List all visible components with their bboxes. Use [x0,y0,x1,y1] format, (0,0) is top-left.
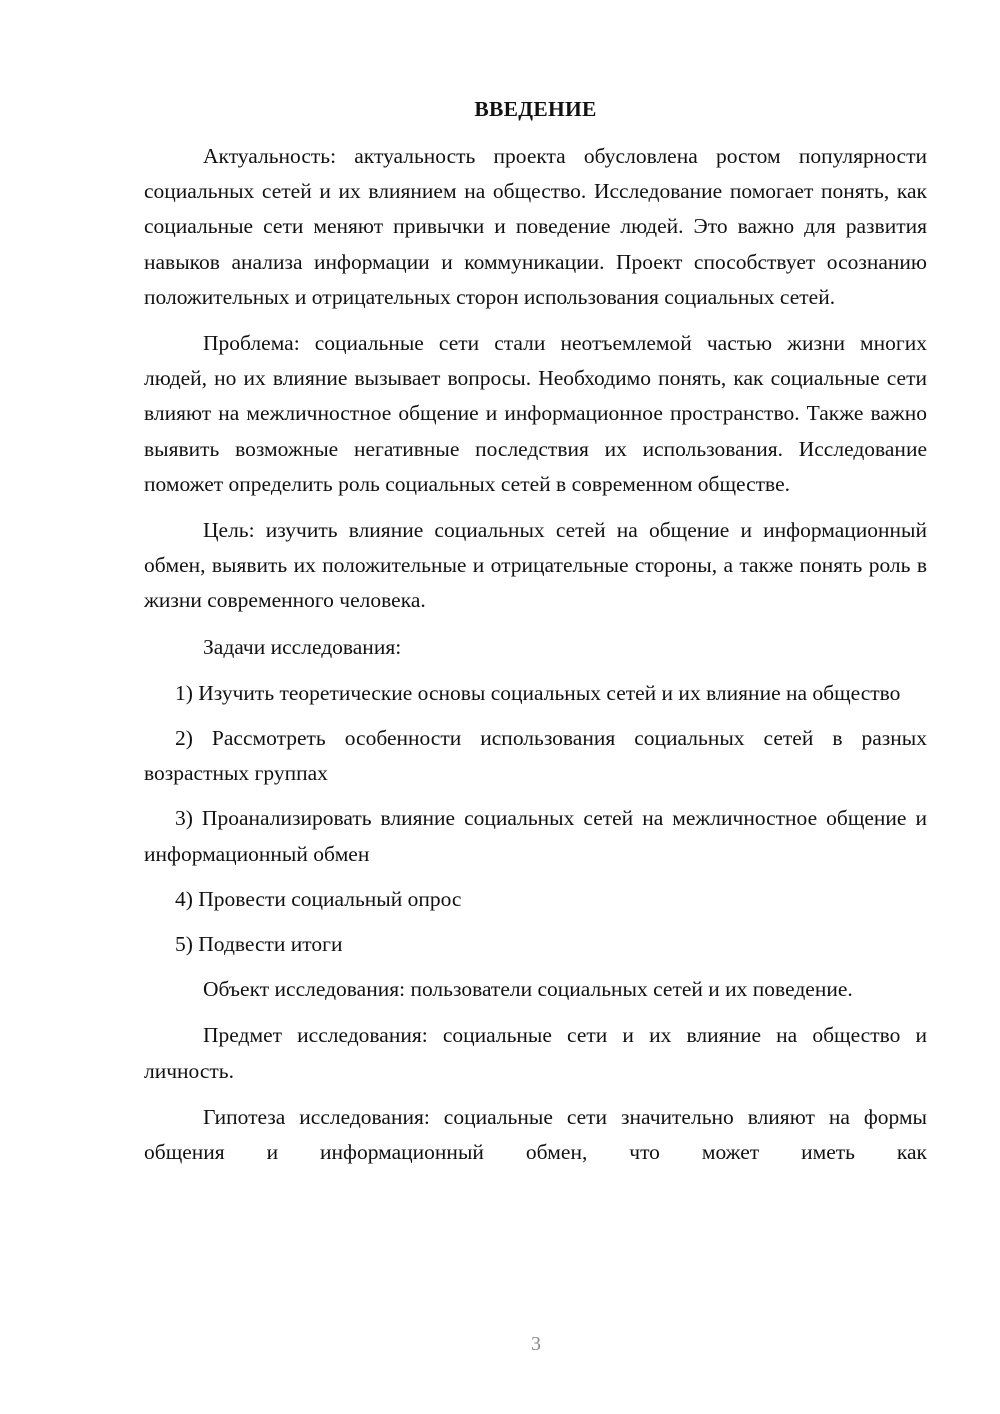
page-number: 3 [531,1333,541,1355]
task-item: 2) Рассмотреть особенности использования социальных сетей в разных возрастных группах [144,726,927,786]
task-item: 5) Подвести итоги [175,932,343,957]
task-item: 4) Провести социальный опрос [175,886,462,911]
paragraph-hypothesis: Гипотеза исследования: социальные сети значительно влияют на формы общения и информационный обмен, что может иметь как [144,1104,927,1165]
paragraph-goal: Цель: изучить влияние социальных сетей на общение и информационный обмен, выявить их положительные и отрицательные стороны, а также понять роль в жизни современного человека. [144,518,927,613]
task-item: 1) Изучить теоретические основы социальных сетей и их влияние на общество [175,680,901,705]
paragraph-problem: Проблема: социальные сети стали неотъемлемой частью жизни многих людей, но их влияние вызывает вопросы. Необходимо понять, как социальные сети влияют на межличностное общение и информационное пространство. Также важно выявить возможные негативные последствия их использования. Исследование поможет определить роль социальных сетей в современном обществе. [144,331,927,496]
paragraph-subject: Предмет исследования: социальные сети и их влияние на общество и личность. [144,1023,927,1083]
paragraph-relevance: Актуальность: актуальность проекта обусловлена ростом популярности социальных сетей и их влиянием на общество. Исследование помогает понять, как социальные сети меняют привычки и поведение людей. Это важно для развития навыков анализа информации и коммуникации. Проект способствует осознанию положительных и отрицательных сторон использования социальных сетей. [144,144,927,309]
tasks-heading: Задачи исследования: [203,634,402,659]
task-item: 3) Проанализировать влияние социальных сетей на межличностное общение и информационный обмен [144,806,927,866]
paragraph-object: Объект исследования: пользователи социальных сетей и их поведение. [203,977,853,1002]
section-title: ВВЕДЕНИЕ [474,97,597,121]
page-content [144,92,927,1170]
